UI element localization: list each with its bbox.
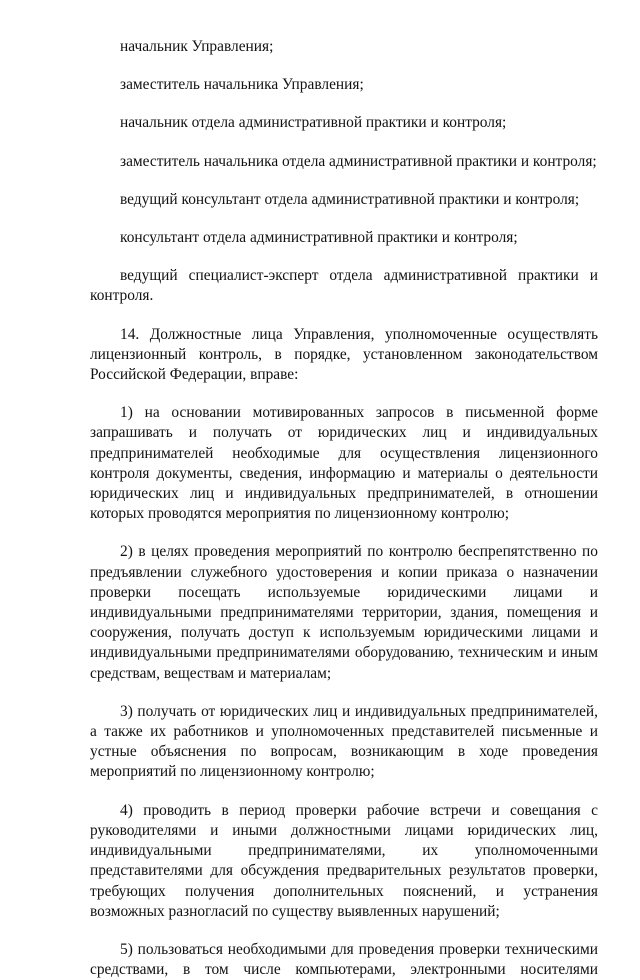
- list-item-head-of-department: начальник Управления;: [120, 38, 274, 55]
- list-item-leading-specialist-expert: ведущий специалист-эксперт отдела административной практики и контроля.: [90, 267, 598, 305]
- list-item-head-of-division: начальник отдела административной практики и контроля;: [120, 114, 507, 132]
- document-body: [90, 37, 598, 980]
- list-item-deputy-head-of-division: заместитель начальника отдела административной практики и контроля;: [120, 152, 597, 170]
- list-item-leading-consultant: ведущий консультант отдела административной практики и контроля;: [120, 190, 580, 208]
- clause-14-item-5: 5) пользоваться необходимыми для проведения проверки техническими средствами, в том числе компьютерами, электронными носителями: [90, 940, 598, 979]
- list-item-deputy-head-of-department: заместитель начальника Управления;: [120, 76, 364, 94]
- clause-14-item-2: 2) в целях проведения мероприятий по контролю беспрепятственно по предъявлении служебного удостоверения и копии приказа о назначении проверки посещать используемые юридическими лицами и индивидуальными предпринимателями территории, здания, помещения и сооружения, получать доступ к используемым юридическими лицами и индивидуальными предпринимателями оборудованию, техническим и иным средствам, веществам и материалам;: [90, 543, 598, 682]
- clause-14-intro: 14. Должностные лица Управления, уполномоченные осуществлять лицензионный контроль, в порядке, установленном законодательством Российской Федерации, вправе:: [90, 325, 598, 384]
- clause-14-item-4: 4) проводить в период проверки рабочие встречи и совещания с руководителями и иными должностными лицами юридических лиц, индивидуальными предпринимателями, их уполномоченными представителями для обсуждения предварительных результатов проверки, требующих получения дополнительных пояснений, и устранения возможных разногласий по существу выявленных нарушений;: [90, 801, 598, 920]
- list-item-consultant: консультант отдела административной практики и контроля;: [120, 229, 518, 247]
- clause-14-item-1: 1) на основании мотивированных запросов в письменной форме запрашивать и получать от юридических лиц и индивидуальных предпринимателей необходимые для осуществления лицензионного контроля документы, сведения, информацию и материалы о деятельности юридических лиц и индивидуальных предпринимателей, в отношении которых проводятся мероприятия по лицензионному контролю;: [90, 404, 598, 523]
- clause-14-item-3: 3) получать от юридических лиц и индивидуальных предпринимателей, а также их работников и уполномоченных представителей письменные и устные объяснения по вопросам, возникающим в ходе проведения мероприятий по лицензионному контролю;: [90, 702, 598, 781]
